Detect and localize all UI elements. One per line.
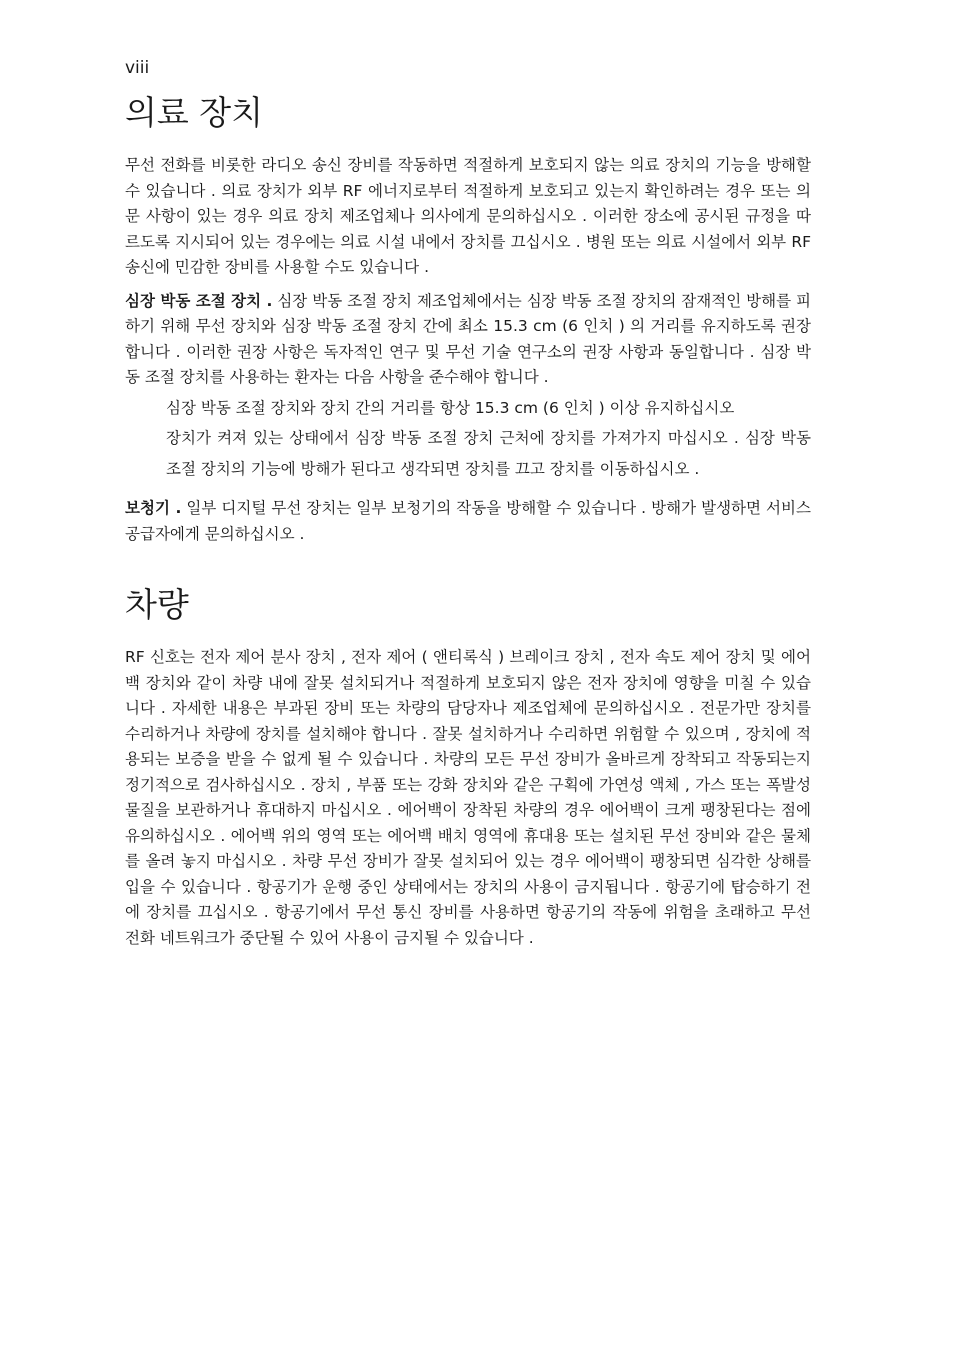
list-item: 심장 박동 조절 장치와 장치 간의 거리를 항상 15.3 cm (6 인치 ) 이상 유지하십시오 [166, 398, 735, 417]
page-number: viii [125, 58, 150, 78]
list-item: 장치가 켜져 있는 상태에서 심장 박동 조절 장치 근처에 장치를 가져가지 마십시오 . 심장 박동 조절 장치의 기능에 방해가 된다고 생각되면 장치를 끄고 장치를 이동하십시오 . [166, 429, 811, 478]
medical-devices-paragraph: 무선 전화를 비롯한 라디오 송신 장비를 작동하면 적절하게 보호되지 않는 의료 장치의 기능을 방해할 수 있습니다 . 의료 장치가 외부 RF 에너지로부터 적절하게 보호되고 있는지 확인하려는 경우 또는 의문 사항이 있는 경우 의료 장치 제조업체나 의사에게 문의하십시오 . 이러한 장소에 공시된 규정을 따르도록 지시되어 있는 경우에는 의료 시설 내에서 장치를 끄십시오 . 병원 또는 의료 시설에서 외부 RF 송신에 민감한 장비를 사용할 수도 있습니다 . [125, 156, 811, 276]
document-page [125, 55, 811, 959]
hearing-aids-text: 일부 디지털 무선 장치는 일부 보청기의 작동을 방해할 수 있습니다 . 방해가 발생하면 서비스 공급자에게 문의하십시오 . [125, 499, 811, 543]
hearing-aids-label: 보청기 . [125, 499, 182, 517]
hearing-aids-paragraph [125, 496, 811, 547]
pacemaker-text: 심장 박동 조절 장치 제조업체에서는 심장 박동 조절 장치의 잠재적인 방해를 피하기 위해 무선 장치와 심장 박동 조절 장치 간에 최소 15.3 cm (6 인치 ) 의 거리를 유지하도록 권장합니다 . 이러한 권장 사항은 독자적인 연구 및 무선 기술 연구소의 권장 사항과 동일합니다 . 심장 박동 조절 장치를 사용하는 환자는 다음 사항을 준수해야 합니다 . [125, 291, 811, 386]
section-heading-vehicles: 차량 [125, 585, 189, 624]
pacemaker-label: 심장 박동 조절 장치 . [125, 291, 273, 310]
section-vehicles [125, 585, 811, 951]
pacemaker-guidelines-list [125, 393, 811, 485]
pacemaker-paragraph [125, 289, 811, 391]
section-medical-devices [125, 93, 811, 547]
vehicles-paragraph: RF 신호는 전자 제어 분사 장치 , 전자 제어 ( 앤티록식 ) 브레이크 장치 , 전자 속도 제어 장치 및 에어백 장치와 같이 차량 내에 잘못 설치되거나 적절하게 보호되지 않은 전자 장치에 영향을 미칠 수 있습니다 . 자세한 내용은 부과된 장비 또는 차량의 담당자나 제조업체에 문의하십시오 . 전문가만 장치를 수리하거나 차량에 장치를 설치해야 합니다 . 잘못 설치하거나 수리하면 위험할 수 있으며 , 장치에 적용되는 보증을 받을 수 없게 될 수 있습니다 . 차량의 모든 무선 장비가 올바르게 장착되고 작동되는지 정기적으로 검사하십시오 . 장치 , 부품 또는 강화 장치와 같은 구획에 가연성 액체 , 가스 또는 폭발성 물질을 보관하거나 휴대하지 마십시오 . 에어백이 장착된 차량의 경우 에어백이 크게 팽창된다는 점에 유의하십시오 . 에어백 위의 영역 또는 에어백 배치 영역에 휴대용 또는 설치된 무선 장비와 같은 물체를 올려 놓지 마십시오 . 차량 무선 장비가 잘못 설치되어 있는 경우 에어백이 팽창되면 심각한 상해를 입을 수 있습니다 . 항공기가 운행 중인 상태에서는 장치의 사용이 금지됩니다 . 항공기에 탑승하기 전에 장치를 끄십시오 . 항공기에서 무선 통신 장비를 사용하면 항공기의 작동에 위험을 초래하고 무선 전화 네트워크가 중단될 수 있어 사용이 금지될 수 있습니다 . [125, 648, 811, 947]
section-heading-medical-devices: 의료 장치 [125, 93, 264, 132]
